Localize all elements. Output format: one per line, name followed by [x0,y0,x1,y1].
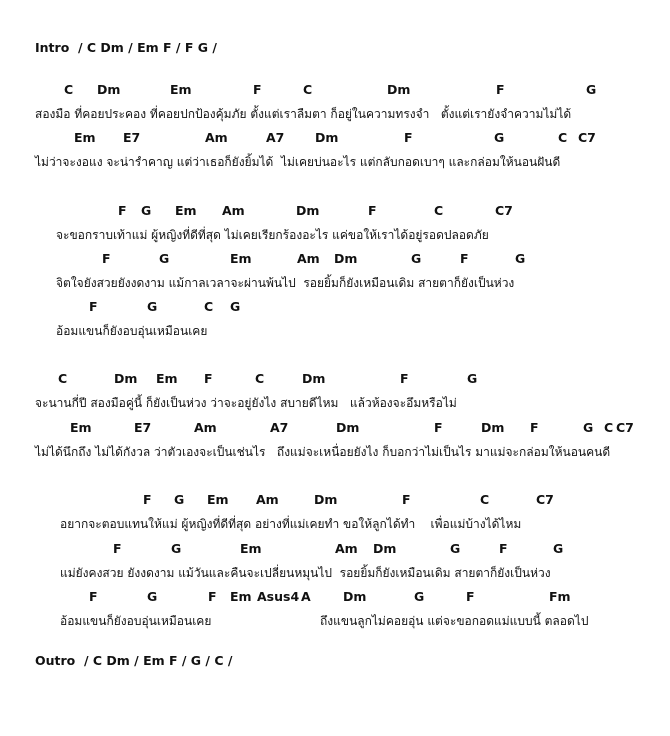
chord: C [255,371,265,386]
chord: C [64,82,74,97]
chord: Am [256,492,279,507]
chord: G [147,299,158,314]
chord: F [368,203,377,218]
chord: F [460,251,469,266]
chord: C7 [495,203,513,218]
chord: G [583,420,594,435]
chord: G [171,541,182,556]
chord: G [159,251,170,266]
chord: F [434,420,443,435]
chord: C [558,130,568,145]
lyric-line: ไม่ได้นึกถึง ไม่ได้กังวล ว่าตัวเองจะเป็นเช่นไร ถึงแม่จะเหนื่อยยังไง ก็บอกว่าไม่เป็นไร มาแม่จะกล่อมให้นอนคนดี [35,445,611,459]
chord: Asus4 [257,589,300,604]
chord: C [58,371,68,386]
chord: G [553,541,564,556]
chord: F [89,589,98,604]
chord: F [118,203,127,218]
chord: Dm [315,130,339,145]
chord: F [499,541,508,556]
chord: G [515,251,526,266]
chord: F [253,82,262,97]
chord: F [466,589,475,604]
chord: F [208,589,217,604]
chord: C [604,420,614,435]
chord: G [467,371,478,386]
chord: C [204,299,214,314]
chord: Dm [314,492,338,507]
chord: F [402,492,411,507]
chord: Am [297,251,320,266]
chord: G [450,541,461,556]
chord: G [411,251,422,266]
chord: G [586,82,597,97]
chord: Em [70,420,92,435]
lyric-line: จิตใจยังสวยยังงดงาม แม้กาลเวลาจะผ่านพ้นไป รอยยิ้มก็ยังเหมือนเดิม สายตาก็ยังเป็นห่วง [56,276,515,290]
lyric-line: จะนานกี่ปี สองมือคู่นี้ ก็ยังเป็นห่วง ว่าจะอยู่ยังไง สบายดีไหม แล้วห้องจะอึมหรือไม่ [35,396,457,410]
chord: C7 [578,130,596,145]
lyric-line: จะขอกราบเท้าแม่ ผู้หญิงที่ดีที่สุด ไม่เคยเรียกร้องอะไร แค่ขอให้เราได้อยู่รอดปลอดภัย [56,228,489,242]
chord: Em [170,82,192,97]
chord: C [480,492,490,507]
lyric-line: สองมือ ที่คอยประคอง ที่คอยปกป้องคุ้มภัย ตั้งแต่เราลืมตา ก็อยู่ในความทรงจำ ตั้งแต่เรายังจำความไม่ได้ [35,107,572,121]
chord: Em [156,371,178,386]
chord: F [113,541,122,556]
chord: A7 [270,420,289,435]
chord: F [204,371,213,386]
chord: F [143,492,152,507]
lyric-line: แม่ยังคงสวย ยังงดงาม แม้วันและคืนจะเปลี่ยนหมุนไป รอยยิ้มก็ยังเหมือนเดิม สายตาก็ยังเป็นห่วง [60,566,551,580]
chord: C7 [616,420,634,435]
chord: G [230,299,241,314]
chord: A [301,589,311,604]
chord: Dm [343,589,367,604]
chord: F [102,251,111,266]
lyric-line: ไม่ว่าจะงอแง จะน่ารำคาญ แต่ว่าเธอก็ยังยิ้มได้ ไม่เคยบ่นอะไร แต่กลับกอดเบาๆ และกล่อมให้นอนฝันดี [35,155,561,169]
chord: G [147,589,158,604]
chord: Em [175,203,197,218]
chord: C [434,203,444,218]
chord: Dm [302,371,326,386]
chord: G [141,203,152,218]
chord: G [174,492,185,507]
chord: F [404,130,413,145]
chord: Am [205,130,228,145]
chord: E7 [134,420,152,435]
intro-line: Intro / C Dm / Em F / F G / [35,40,217,55]
chord: E7 [123,130,141,145]
chord: Em [230,589,252,604]
chord: Dm [114,371,138,386]
chord: Am [335,541,358,556]
chord: C7 [536,492,554,507]
chord: C [303,82,313,97]
chord: Dm [481,420,505,435]
chord: Dm [387,82,411,97]
lyric-line: ถึงแขนลูกไม่คอยอุ่น แต่จะขอกอดแม่แบบนี้ ตลอดไป [320,614,589,628]
chord: G [494,130,505,145]
lyric-line: อ้อมแขนก็ยังอบอุ่นเหมือนเคย [56,324,208,338]
chord: Fm [549,589,571,604]
chord: F [400,371,409,386]
chord: Am [222,203,245,218]
chord: F [530,420,539,435]
chord: Dm [97,82,121,97]
chord: Dm [296,203,320,218]
chord: Dm [336,420,360,435]
chord: F [89,299,98,314]
chord: Dm [373,541,397,556]
chord: G [414,589,425,604]
chord: Em [230,251,252,266]
chord: F [496,82,505,97]
outro-line: Outro / C Dm / Em F / G / C / [35,653,233,668]
chord: Dm [334,251,358,266]
chord: Em [207,492,229,507]
chord: Em [74,130,96,145]
chord: A7 [266,130,285,145]
lyric-line: อ้อมแขนก็ยังอบอุ่นเหมือนเคย [60,614,212,628]
lyric-line: อยากจะตอบแทนให้แม่ ผู้หญิงที่ดีที่สุด อย่างที่แม่เคยทำ ขอให้ลูกได้ทำ เพื่อแม่บ้างได้ไหม [60,517,522,531]
chord: Em [240,541,262,556]
chord: Am [194,420,217,435]
